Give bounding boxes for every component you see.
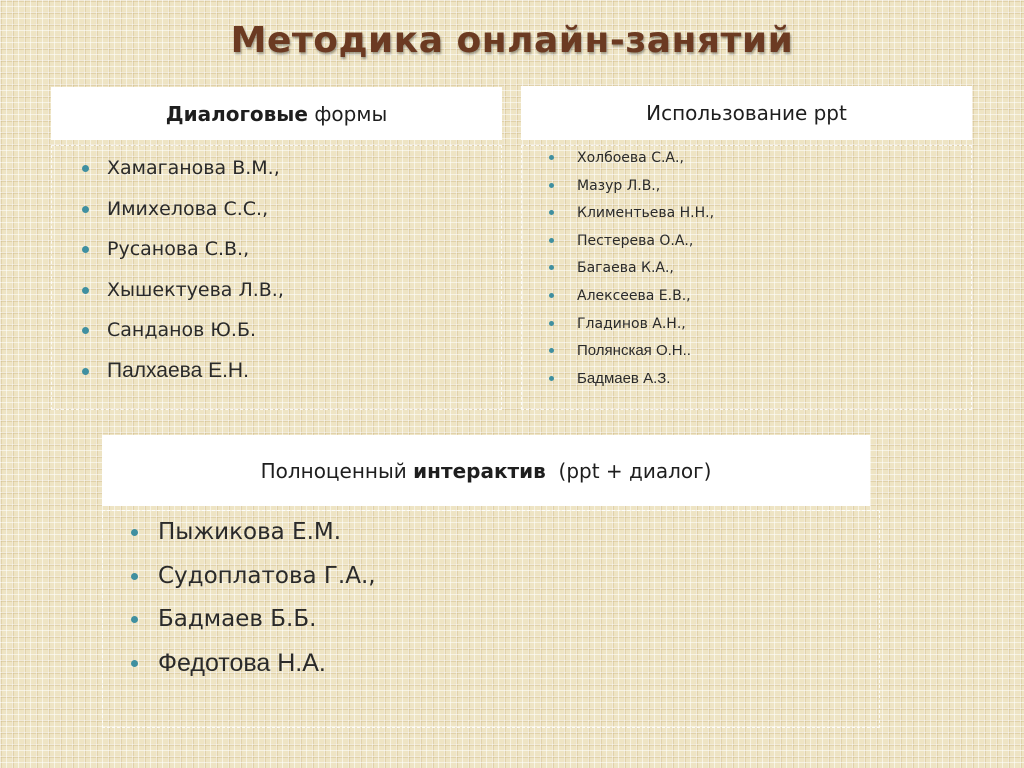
list-item-text: Хамаганова В.М., [107, 157, 280, 179]
full-interactive-header-pre: Полноценный [260, 458, 414, 483]
slide-title: Методика онлайн-занятий [230, 20, 794, 61]
list-item-text: Палхаева Е.Н. [107, 358, 249, 382]
bullet-dot-icon [549, 183, 554, 188]
list-item-text: Федотова Н.А. [158, 648, 326, 677]
list-item [52, 358, 501, 399]
dialog-forms-list [52, 155, 501, 399]
list-item [522, 149, 971, 177]
list-item [522, 315, 971, 343]
list-item [52, 196, 501, 237]
list-item [103, 517, 879, 561]
ppt-usage-header [521, 86, 972, 140]
list-item [522, 287, 971, 315]
dialog-forms-header-bold: Диалоговые [165, 101, 308, 126]
list-item [52, 277, 501, 318]
list-item-text: Хышектуева Л.В., [107, 278, 284, 301]
bullet-dot-icon [82, 287, 89, 294]
list-item [522, 259, 971, 287]
bullet-dot-icon [131, 616, 138, 623]
bullet-dot-icon [82, 368, 89, 375]
list-item [52, 155, 501, 196]
list-item-text: Судоплатова Г.А., [158, 562, 376, 589]
list-item-text: Пестерева О.А., [577, 232, 694, 249]
full-interactive-list [103, 517, 879, 691]
list-item-text: Мазур Л.В., [577, 177, 661, 194]
list-item-text: Бадмаев А.З. [577, 369, 671, 387]
bullet-dot-icon [549, 210, 554, 215]
list-item [522, 370, 971, 398]
list-item-text: Климентьева Н.Н., [577, 205, 715, 222]
full-interactive-list-box [102, 510, 880, 728]
list-item [522, 342, 971, 370]
ppt-usage-list-box [521, 145, 972, 410]
full-interactive-header-bold: интерактив [413, 458, 546, 483]
list-item-text: Пыжикова Е.М. [158, 519, 342, 545]
bullet-dot-icon [549, 376, 554, 381]
bullet-dot-icon [131, 660, 138, 667]
bullet-dot-icon [82, 246, 89, 253]
full-interactive-header [102, 435, 870, 506]
bullet-dot-icon [82, 206, 89, 213]
bullet-dot-icon [549, 155, 554, 160]
dialog-forms-header [51, 87, 502, 140]
bullet-dot-icon [549, 238, 554, 243]
list-item-text: Алексеева Е.В., [577, 287, 691, 304]
bullet-dot-icon [131, 529, 138, 536]
list-item [522, 232, 971, 260]
bullet-dot-icon [549, 265, 554, 270]
ppt-usage-header-text: Использование ppt [646, 101, 847, 125]
list-item [103, 648, 879, 692]
bullet-dot-icon [549, 321, 554, 326]
list-item-text: Имихелова С.С., [107, 197, 269, 220]
list-item [522, 204, 971, 232]
list-item [52, 236, 501, 277]
list-item [103, 604, 879, 648]
list-item-text: Багаева К.А., [577, 260, 674, 277]
list-item-text: Холбоева С.А., [577, 150, 684, 166]
list-item-text: Русанова С.В., [107, 238, 250, 261]
bullet-dot-icon [82, 327, 89, 334]
list-item [522, 177, 971, 205]
dialog-forms-header-text: формы [307, 101, 388, 126]
ppt-usage-list [522, 149, 971, 397]
full-interactive-header-post: (ppt + диалог) [545, 458, 712, 483]
list-item-text: Полянская О.Н.. [577, 342, 691, 360]
bullet-dot-icon [549, 293, 554, 298]
bullet-dot-icon [131, 573, 138, 580]
list-item [52, 317, 501, 358]
list-item-text: Санданов Ю.Б. [107, 319, 257, 342]
list-item-text: Гладинов А.Н., [577, 315, 686, 332]
list-item-text: Бадмаев Б.Б. [158, 606, 317, 632]
bullet-dot-icon [549, 348, 554, 353]
dialog-forms-list-box [51, 145, 502, 410]
list-item [103, 561, 879, 605]
bullet-dot-icon [82, 165, 89, 172]
